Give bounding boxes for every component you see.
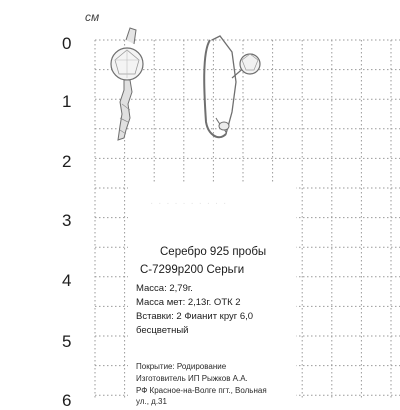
tag-inserts: Вставки: 2 Фианит круг 6,0 bbox=[136, 311, 254, 322]
ruler-number-4: 4 bbox=[62, 271, 72, 290]
ruler-number-5: 5 bbox=[62, 332, 72, 351]
ruler-unit-label: cм bbox=[85, 10, 100, 24]
tag-mass: Масса: 2,79г. bbox=[136, 283, 193, 294]
ruler-number-2: 2 bbox=[62, 152, 72, 171]
earring-side-view bbox=[192, 22, 272, 157]
tag-title-metal: Серебро 925 пробы bbox=[160, 246, 267, 258]
tag-inserts-cont: бесцветный bbox=[136, 325, 189, 336]
ruler-number-6: 6 bbox=[62, 391, 72, 410]
earring-front-view bbox=[100, 22, 160, 152]
tag-manufacturer: Изготовитель ИП Рыжков А.А. bbox=[136, 374, 248, 383]
tag-title-article: С-7299р200 Серьги bbox=[140, 264, 245, 276]
tag-mass-metal: Масса мет: 2,13г. ОТК 2 bbox=[136, 297, 241, 308]
ruler-number-1: 1 bbox=[62, 92, 72, 111]
tag-address-cont: ул., д.31 bbox=[136, 397, 167, 406]
watermark-text: · · · · · · · · · · bbox=[150, 198, 228, 209]
tag-address: РФ Красное-на-Волге пгт., Вольная bbox=[136, 386, 267, 395]
tag-coating: Покрытие: Родирование bbox=[136, 362, 227, 371]
ruler-number-0: 0 bbox=[62, 34, 72, 53]
ruler-number-3: 3 bbox=[62, 211, 72, 230]
